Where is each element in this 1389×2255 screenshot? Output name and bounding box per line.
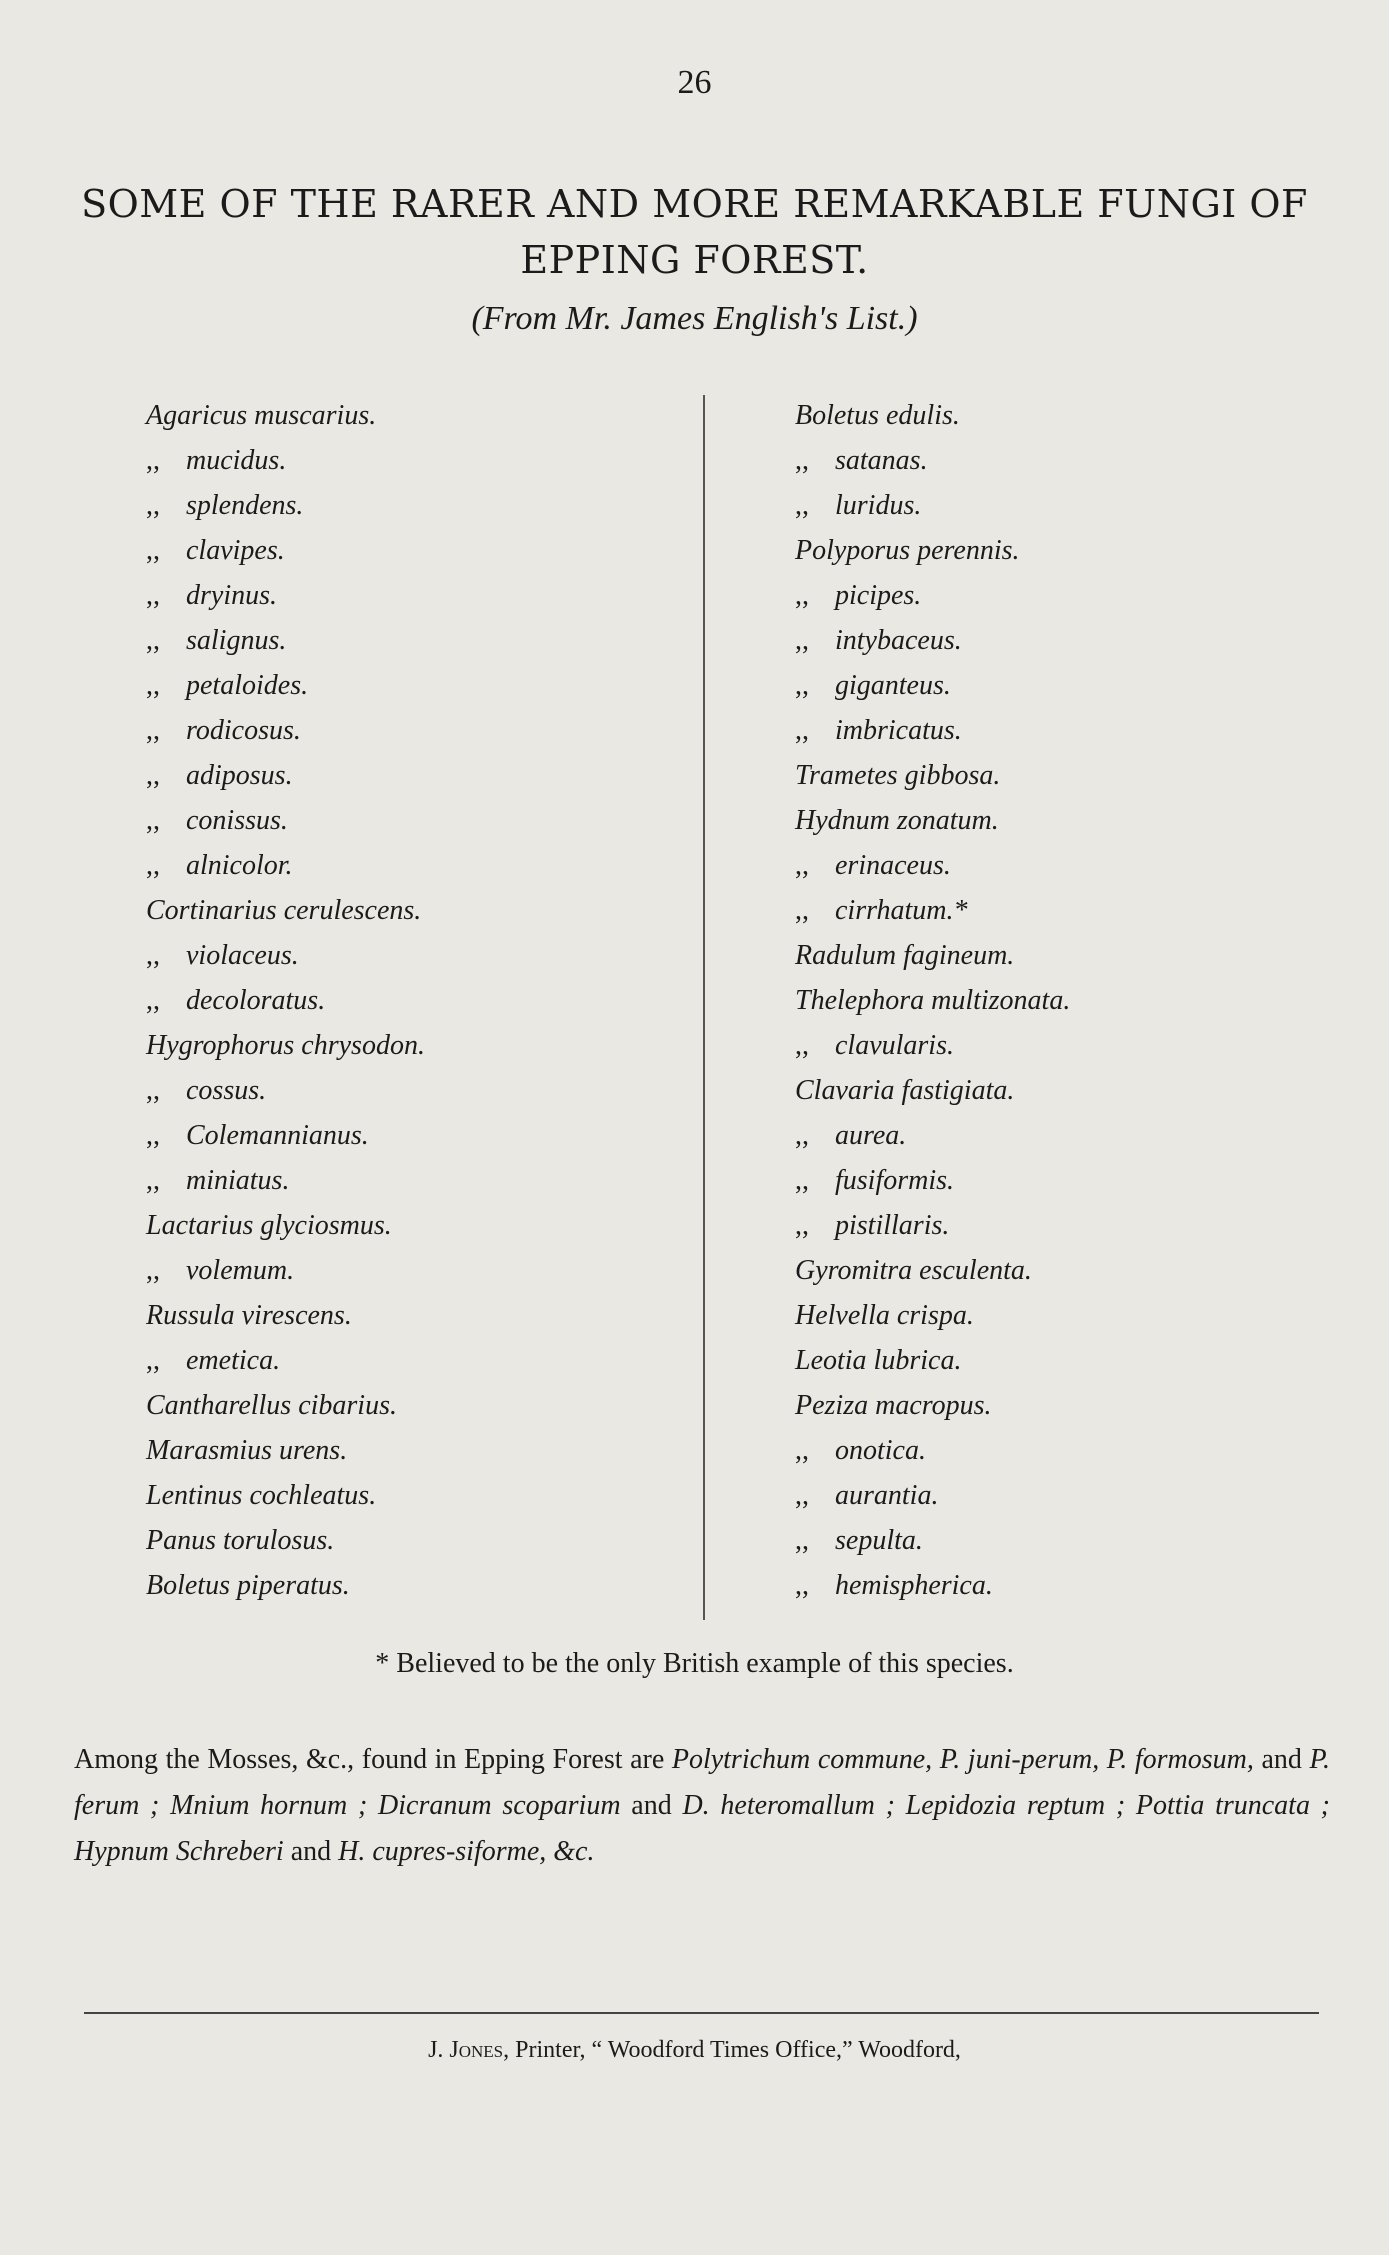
species-name: sepulta. bbox=[835, 1525, 923, 1556]
species-name: emetica. bbox=[186, 1345, 281, 1376]
ditto-mark: ,, bbox=[795, 490, 809, 521]
species-name: Lentinus cochleatus. bbox=[146, 1480, 377, 1511]
species-name: clavularis. bbox=[835, 1030, 954, 1061]
paragraph-text: and bbox=[620, 1790, 683, 1821]
species-entry bbox=[146, 483, 425, 528]
footnote: * Believed to be the only British example of this species. bbox=[375, 1648, 1014, 1679]
species-entry bbox=[795, 438, 1070, 483]
species-name: salignus. bbox=[186, 625, 287, 656]
species-entry bbox=[795, 708, 1070, 753]
species-name: Boletus piperatus. bbox=[146, 1570, 350, 1601]
species-name: aurantia. bbox=[835, 1480, 939, 1511]
printer-name: J. Jones, bbox=[428, 2037, 510, 2063]
ditto-mark: ,, bbox=[146, 1120, 160, 1151]
species-name: decoloratus. bbox=[186, 985, 326, 1016]
species-name: cossus. bbox=[186, 1075, 267, 1106]
species-name: hemispherica. bbox=[835, 1570, 993, 1601]
ditto-mark: ,, bbox=[146, 670, 160, 701]
species-name: giganteus. bbox=[835, 670, 951, 701]
species-name: Leotia lubrica. bbox=[795, 1345, 962, 1376]
species-name: Peziza macropus. bbox=[795, 1390, 992, 1421]
ditto-mark: ,, bbox=[795, 670, 809, 701]
ditto-mark: ,, bbox=[146, 1345, 160, 1376]
species-entry bbox=[795, 1203, 1070, 1248]
page-subtitle: (From Mr. James English's List.) bbox=[471, 300, 918, 337]
ditto-mark: ,, bbox=[795, 1030, 809, 1061]
printer-details: Printer, “ Woodford Times Office,” Woodford, bbox=[509, 2037, 961, 2063]
species-entry bbox=[146, 1068, 425, 1113]
ditto-mark: ,, bbox=[795, 1165, 809, 1196]
species-entry bbox=[146, 708, 425, 753]
ditto-mark: ,, bbox=[795, 1120, 809, 1151]
ditto-mark: ,, bbox=[146, 850, 160, 881]
species-name: Boletus edulis. bbox=[795, 400, 960, 431]
species-entry bbox=[795, 1023, 1070, 1068]
species-text: Polytrichum commune, P. juni-perum, P. formosum, bbox=[671, 1744, 1254, 1775]
species-entry bbox=[795, 978, 1070, 1023]
species-text: P. ferum ; Mnium hornum ; Dicranum scoparium bbox=[74, 1744, 1330, 1821]
species-name: Helvella crispa. bbox=[795, 1300, 974, 1331]
species-entry bbox=[795, 888, 1070, 933]
species-name: Hygrophorus chrysodon. bbox=[146, 1030, 425, 1061]
ditto-mark: ,, bbox=[795, 1210, 809, 1241]
ditto-mark: ,, bbox=[146, 985, 160, 1016]
species-name: luridus. bbox=[835, 490, 922, 521]
species-name: Cantharellus cibarius. bbox=[146, 1390, 397, 1421]
species-name: Panus torulosus. bbox=[146, 1525, 335, 1556]
species-entry bbox=[795, 618, 1070, 663]
ditto-mark: ,, bbox=[795, 1525, 809, 1556]
species-entry bbox=[795, 798, 1070, 843]
species-entry bbox=[795, 483, 1070, 528]
ditto-mark: ,, bbox=[146, 535, 160, 566]
fungi-list-right bbox=[795, 393, 1070, 1608]
ditto-mark: ,, bbox=[146, 1165, 160, 1196]
species-entry bbox=[795, 1518, 1070, 1563]
species-name: volemum. bbox=[186, 1255, 295, 1286]
species-entry bbox=[146, 573, 425, 618]
species-entry bbox=[146, 663, 425, 708]
species-name: picipes. bbox=[835, 580, 922, 611]
species-entry bbox=[795, 573, 1070, 618]
ditto-mark: ,, bbox=[795, 850, 809, 881]
species-entry bbox=[795, 1293, 1070, 1338]
ditto-mark: ,, bbox=[146, 715, 160, 746]
species-name: adiposus. bbox=[186, 760, 293, 791]
species-name: dryinus. bbox=[186, 580, 277, 611]
mosses-paragraph bbox=[74, 1737, 1330, 1875]
species-name: Cortinarius cerulescens. bbox=[146, 895, 422, 926]
fungi-list-left bbox=[146, 393, 425, 1608]
species-entry bbox=[146, 1563, 425, 1608]
ditto-mark: ,, bbox=[146, 1075, 160, 1106]
species-name: violaceus. bbox=[186, 940, 299, 971]
species-text: D. heteromallum ; Lepidozia reptum ; Pottia truncata ; Hypnum Schreberi bbox=[74, 1790, 1330, 1867]
species-entry bbox=[146, 1518, 425, 1563]
species-name: Russula virescens. bbox=[146, 1300, 352, 1331]
species-name: intybaceus. bbox=[835, 625, 962, 656]
ditto-mark: ,, bbox=[795, 445, 809, 476]
species-entry bbox=[146, 1473, 425, 1518]
species-entry bbox=[795, 1248, 1070, 1293]
paragraph-text: Among the Mosses, &c., found in Epping Forest are bbox=[74, 1744, 672, 1775]
species-name: clavipes. bbox=[186, 535, 285, 566]
ditto-mark: ,, bbox=[795, 715, 809, 746]
species-entry bbox=[146, 528, 425, 573]
species-name: splendens. bbox=[186, 490, 304, 521]
species-name: satanas. bbox=[835, 445, 928, 476]
species-name: onotica. bbox=[835, 1435, 926, 1466]
species-entry bbox=[146, 1158, 425, 1203]
species-entry bbox=[146, 438, 425, 483]
species-name: Trametes gibbosa. bbox=[795, 760, 1001, 791]
ditto-mark: ,, bbox=[146, 940, 160, 971]
ditto-mark: ,, bbox=[146, 490, 160, 521]
page-title: SOME OF THE RARER AND MORE REMARKABLE FUNGI OF EPPING FOREST. bbox=[81, 182, 1308, 282]
species-entry bbox=[146, 1338, 425, 1383]
species-name: Hydnum zonatum. bbox=[795, 805, 999, 836]
species-entry bbox=[795, 753, 1070, 798]
species-name: conissus. bbox=[186, 805, 288, 836]
species-entry bbox=[146, 933, 425, 978]
species-name: rodicosus. bbox=[186, 715, 301, 746]
species-entry bbox=[795, 933, 1070, 978]
species-entry bbox=[146, 1248, 425, 1293]
species-entry bbox=[146, 1383, 425, 1428]
species-name: cirrhatum.* bbox=[835, 895, 968, 926]
species-entry bbox=[795, 663, 1070, 708]
horizontal-rule bbox=[84, 2012, 1319, 2014]
ditto-mark: ,, bbox=[146, 580, 160, 611]
species-entry bbox=[795, 1473, 1070, 1518]
species-name: Radulum fagineum. bbox=[795, 940, 1015, 971]
species-entry bbox=[146, 1113, 425, 1158]
species-entry bbox=[795, 528, 1070, 573]
species-entry bbox=[795, 1113, 1070, 1158]
species-entry bbox=[146, 1203, 425, 1248]
ditto-mark: ,, bbox=[795, 580, 809, 611]
species-entry bbox=[146, 1293, 425, 1338]
species-entry bbox=[146, 798, 425, 843]
species-entry bbox=[795, 1383, 1070, 1428]
ditto-mark: ,, bbox=[795, 1480, 809, 1511]
species-name: alnicolor. bbox=[186, 850, 293, 881]
ditto-mark: ,, bbox=[795, 625, 809, 656]
species-name: Marasmius urens. bbox=[146, 1435, 348, 1466]
species-entry bbox=[146, 753, 425, 798]
page-number: 26 bbox=[677, 64, 712, 101]
species-entry bbox=[795, 1158, 1070, 1203]
ditto-mark: ,, bbox=[795, 1570, 809, 1601]
species-name: fusiformis. bbox=[835, 1165, 955, 1196]
paragraph-text: and bbox=[283, 1836, 339, 1867]
species-entry bbox=[795, 1563, 1070, 1608]
printer-imprint bbox=[0, 2037, 1389, 2064]
ditto-mark: ,, bbox=[146, 1255, 160, 1286]
species-name: imbricatus. bbox=[835, 715, 962, 746]
ditto-mark: ,, bbox=[795, 895, 809, 926]
species-name: Colemannianus. bbox=[186, 1120, 369, 1151]
species-name: mucidus. bbox=[186, 445, 287, 476]
ditto-mark: ,, bbox=[795, 1435, 809, 1466]
species-name: Gyromitra esculenta. bbox=[795, 1255, 1032, 1286]
species-name: petaloides. bbox=[186, 670, 309, 701]
species-name: erinaceus. bbox=[835, 850, 951, 881]
species-name: pistillaris. bbox=[835, 1210, 950, 1241]
species-entry bbox=[146, 843, 425, 888]
species-entry bbox=[795, 1338, 1070, 1383]
ditto-mark: ,, bbox=[146, 625, 160, 656]
species-name: Lactarius glyciosmus. bbox=[146, 1210, 392, 1241]
paragraph-text: and bbox=[1253, 1744, 1310, 1775]
ditto-mark: ,, bbox=[146, 805, 160, 836]
species-entry bbox=[146, 888, 425, 933]
species-text: H. cupres-siforme, &c. bbox=[338, 1836, 595, 1867]
species-entry bbox=[146, 393, 425, 438]
species-entry bbox=[795, 1428, 1070, 1473]
species-name: Thelephora multizonata. bbox=[795, 985, 1071, 1016]
ditto-mark: ,, bbox=[146, 760, 160, 791]
species-entry bbox=[146, 1023, 425, 1068]
species-name: miniatus. bbox=[186, 1165, 290, 1196]
species-name: aurea. bbox=[835, 1120, 907, 1151]
species-entry bbox=[146, 618, 425, 663]
ditto-mark: ,, bbox=[146, 445, 160, 476]
species-entry bbox=[146, 978, 425, 1023]
species-name: Clavaria fastigiata. bbox=[795, 1075, 1015, 1106]
species-name: Polyporus perennis. bbox=[795, 535, 1020, 566]
species-entry bbox=[795, 1068, 1070, 1113]
species-entry bbox=[795, 393, 1070, 438]
species-name: Agaricus muscarius. bbox=[146, 400, 377, 431]
species-entry bbox=[795, 843, 1070, 888]
column-divider bbox=[703, 395, 705, 1620]
species-entry bbox=[146, 1428, 425, 1473]
